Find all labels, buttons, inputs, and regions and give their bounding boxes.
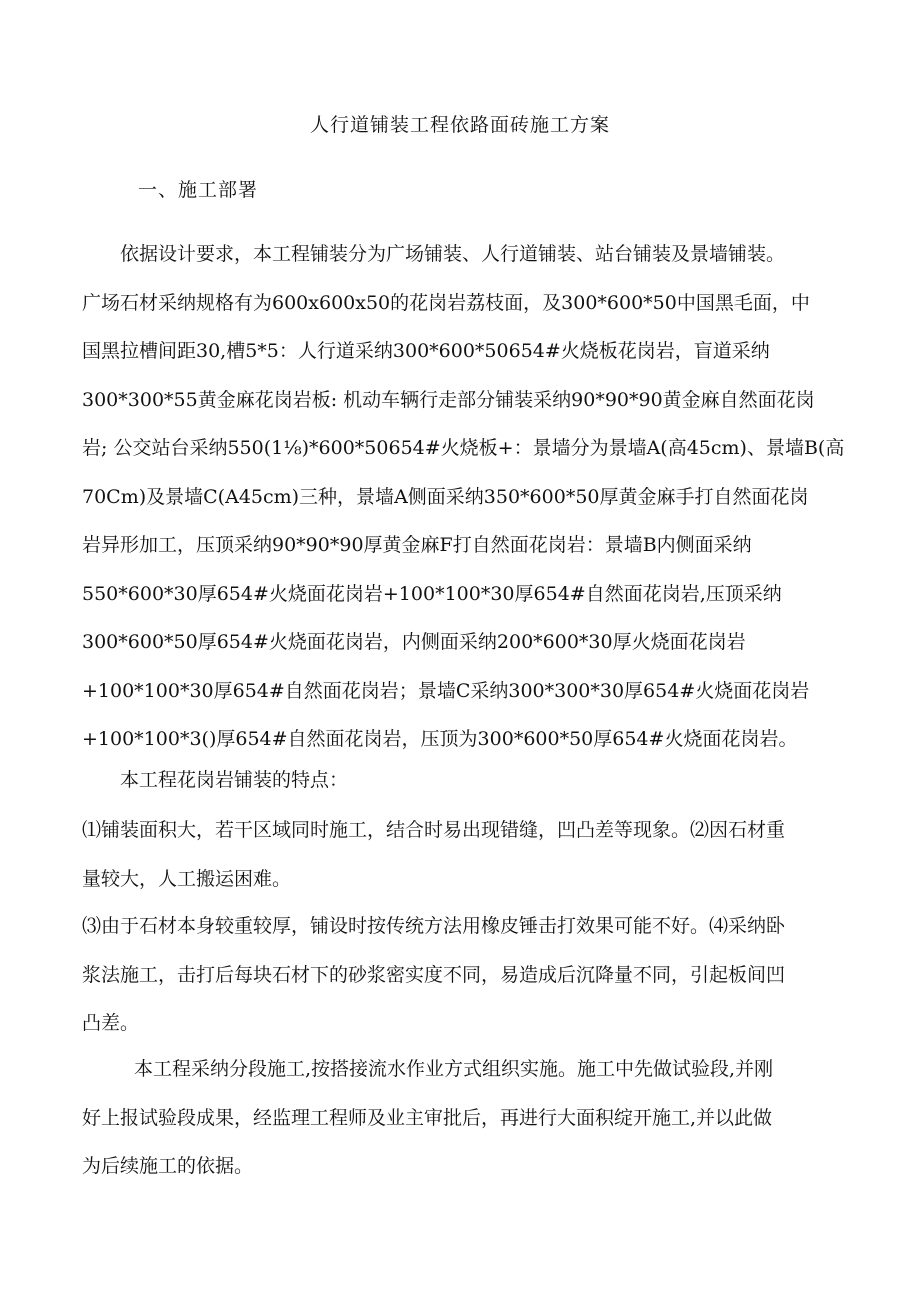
text-line: 浆法施工，击打后每块石材下的砂浆密实度不同，易造成后沉降量不同，引起板间凹 — [82, 963, 786, 986]
section-heading: 一、施工部署 — [138, 179, 259, 201]
text-line: 为后续施工的依据。 — [82, 1155, 254, 1177]
text-line: 广场石材采纳规格有为600x600x50的花岗岩荔枝面，及300*600*50中国黑毛面，中 — [82, 291, 810, 314]
paragraph-features-intro — [82, 756, 842, 805]
text-line: 300*600*50厚654#火烧面花岗岩，内侧面采纳200*600*30厚火烧面花岗岩 — [82, 631, 746, 653]
text-line: ⑶由于石材本身较重较厚，铺设时按传统方法用橡皮锤击打效果可能不好。⑷采纳卧 — [82, 915, 786, 937]
text-line: 岩; 公交站台采纳550(1⅛)*600*50654#火烧板+：景墙分为景墙A(高45cm)、景墙B(高 — [82, 437, 845, 459]
text-line: ⑴铺装面积大，若干区域同时施工，结合时易出现错缝，凹凸差等现象。⑵因石材重 — [82, 819, 786, 841]
text-line: 好上报试验段成果，经监理工程师及业主审批后，再进行大面积绽开施工,并以此做 — [82, 1106, 773, 1129]
text-line: 550*600*30厚654#火烧面花岗岩+100*100*30厚654#自然面花岗岩,压顶采纳 — [82, 582, 782, 605]
text-line: 70Cm)及景墙C(A45cm)三种，景墙A侧面采纳350*600*50厚黄金麻手打自然面花岗 — [82, 485, 809, 508]
text-line: 300*300*55黄金麻花岗岩板: 机动车辆行走部分铺装采纳90*90*90黄金麻自然面花岗 — [82, 388, 815, 411]
text-line: +100*100*3()厚654#自然面花岗岩，压顶为300*600*50厚654#火烧面花岗岩。 — [82, 728, 798, 750]
text-line: 凸差。 — [82, 1012, 140, 1034]
text-line: 依据设计要求，本工程铺装分为广场铺装、人行道铺装、站台铺装及景墙铺装。 — [120, 243, 786, 265]
text-line: 本工程采纳分段施工,按搭接流水作业方式组织实施。施工中先做试验段,并刚 — [134, 1058, 774, 1080]
text-line: 国黑拉槽间距30,槽5*5：人行道采纳300*600*50654#火烧板花岗岩，盲道采纳 — [82, 340, 770, 362]
text-line: 本工程花岗岩铺装的特点： — [120, 769, 349, 791]
text-line: +100*100*30厚654#自然面花岗岩；景墙C采纳300*300*30厚654#火烧面花岗岩 — [82, 679, 810, 702]
paragraph-features-3-4 — [82, 902, 842, 1048]
text-line: 岩异形加工，压顶采纳90*90*90厚黄金麻F打自然面花岗岩：景墙B内侧面采纳 — [82, 534, 752, 556]
paragraph-features-1-2 — [82, 806, 842, 903]
document-title: 人行道铺装工程依路面砖施工方案 — [309, 114, 610, 136]
text-line: 量较大，人工搬运困难。 — [82, 867, 292, 890]
paragraph-design-requirements — [82, 230, 845, 764]
paragraph-sectional-construction — [82, 1045, 842, 1191]
